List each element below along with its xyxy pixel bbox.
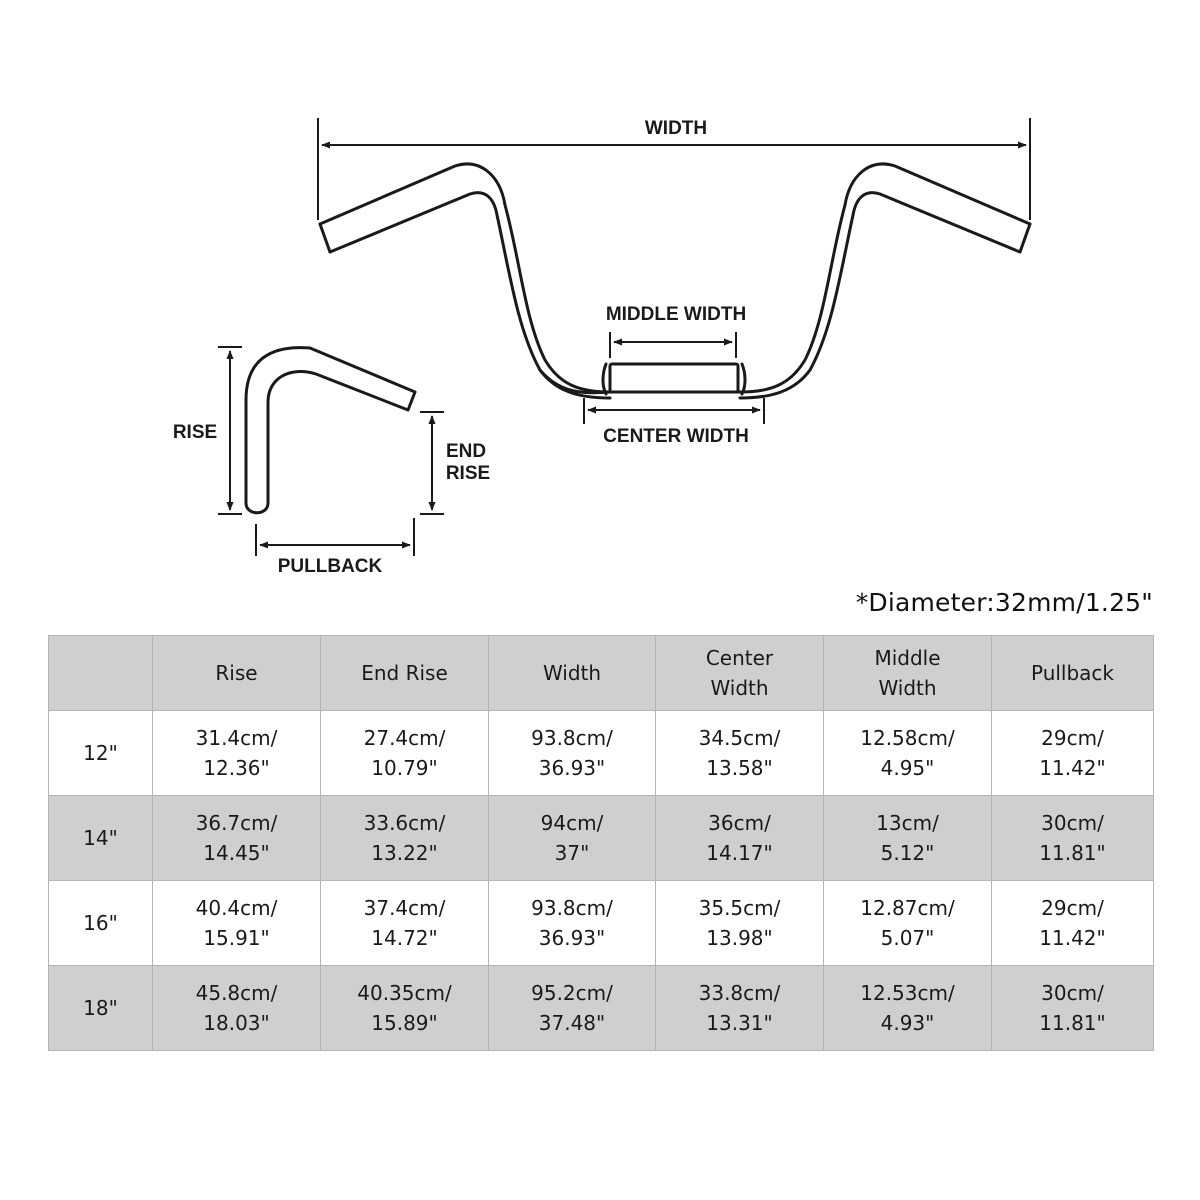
- handlebar-front-inner: [330, 193, 610, 398]
- table-header-cell: End Rise: [321, 636, 489, 711]
- table-header-cell: Middle Width: [824, 636, 992, 711]
- middle-width-label: MIDDLE WIDTH: [605, 304, 747, 325]
- size-cell: 18": [49, 966, 153, 1051]
- table-header-row: [49, 636, 1154, 711]
- table-cell: 94cm/ 37": [489, 796, 656, 881]
- table-cell: 93.8cm/ 36.93": [489, 711, 656, 796]
- table-header-cell: Center Width: [656, 636, 824, 711]
- size-cell: 12": [49, 711, 153, 796]
- handlebar-side-view: [246, 348, 415, 513]
- table-cell: 36.7cm/ 14.45": [153, 796, 321, 881]
- rise-dimension: [218, 347, 242, 514]
- table-header-cell: Rise: [153, 636, 321, 711]
- middle-width-dimension: [610, 332, 736, 358]
- table-row: [49, 711, 1154, 796]
- table-cell: 33.6cm/ 13.22": [321, 796, 489, 881]
- table-cell: 37.4cm/ 14.72": [321, 881, 489, 966]
- table-cell: 35.5cm/ 13.98": [656, 881, 824, 966]
- table-cell: 13cm/ 5.12": [824, 796, 992, 881]
- table-cell: 30cm/ 11.81": [992, 796, 1154, 881]
- center-width-dimension: [584, 398, 764, 424]
- table-cell: 36cm/ 14.17": [656, 796, 824, 881]
- table-cell: 45.8cm/ 18.03": [153, 966, 321, 1051]
- size-cell: 16": [49, 881, 153, 966]
- end-rise-label-line2: RISE: [445, 463, 491, 484]
- table-cell: 12.58cm/ 4.95": [824, 711, 992, 796]
- table-header-cell: Width: [489, 636, 656, 711]
- table-cell: 29cm/ 11.42": [992, 711, 1154, 796]
- end-rise-dimension: [420, 412, 444, 514]
- size-spec-table: [48, 635, 1154, 1051]
- table-cell: 40.4cm/ 15.91": [153, 881, 321, 966]
- handlebar-front-outer: [320, 164, 1030, 392]
- pullback-dimension: [256, 518, 414, 556]
- table-cell: 12.53cm/ 4.93": [824, 966, 992, 1051]
- table-cell: 31.4cm/ 12.36": [153, 711, 321, 796]
- table-cell: 33.8cm/ 13.31": [656, 966, 824, 1051]
- pullback-label: PULLBACK: [277, 556, 383, 577]
- center-width-label: CENTER WIDTH: [603, 426, 749, 447]
- end-rise-label-line1: END: [445, 441, 487, 462]
- size-cell: 14": [49, 796, 153, 881]
- table-cell: 30cm/ 11.81": [992, 966, 1154, 1051]
- table-row: [49, 796, 1154, 881]
- table-cell: 12.87cm/ 5.07": [824, 881, 992, 966]
- handlebar-center-section: [610, 364, 738, 392]
- table-cell: 34.5cm/ 13.58": [656, 711, 824, 796]
- table-cell: 95.2cm/ 37.48": [489, 966, 656, 1051]
- table-cell: 27.4cm/ 10.79": [321, 711, 489, 796]
- diameter-note: *Diameter:32mm/1.25": [855, 588, 1153, 617]
- table-cell: 40.35cm/ 15.89": [321, 966, 489, 1051]
- handlebar-right-grip-end: [1020, 224, 1030, 252]
- table-header-cell: [49, 636, 153, 711]
- width-label: WIDTH: [644, 118, 708, 139]
- table-header-cell: Pullback: [992, 636, 1154, 711]
- table-cell: 93.8cm/ 36.93": [489, 881, 656, 966]
- table-cell: 29cm/ 11.42": [992, 881, 1154, 966]
- table-row: [49, 966, 1154, 1051]
- table-row: [49, 881, 1154, 966]
- handlebar-left-grip-end: [320, 224, 330, 252]
- rise-label: RISE: [172, 422, 218, 443]
- handlebar-front-view: [320, 164, 1030, 398]
